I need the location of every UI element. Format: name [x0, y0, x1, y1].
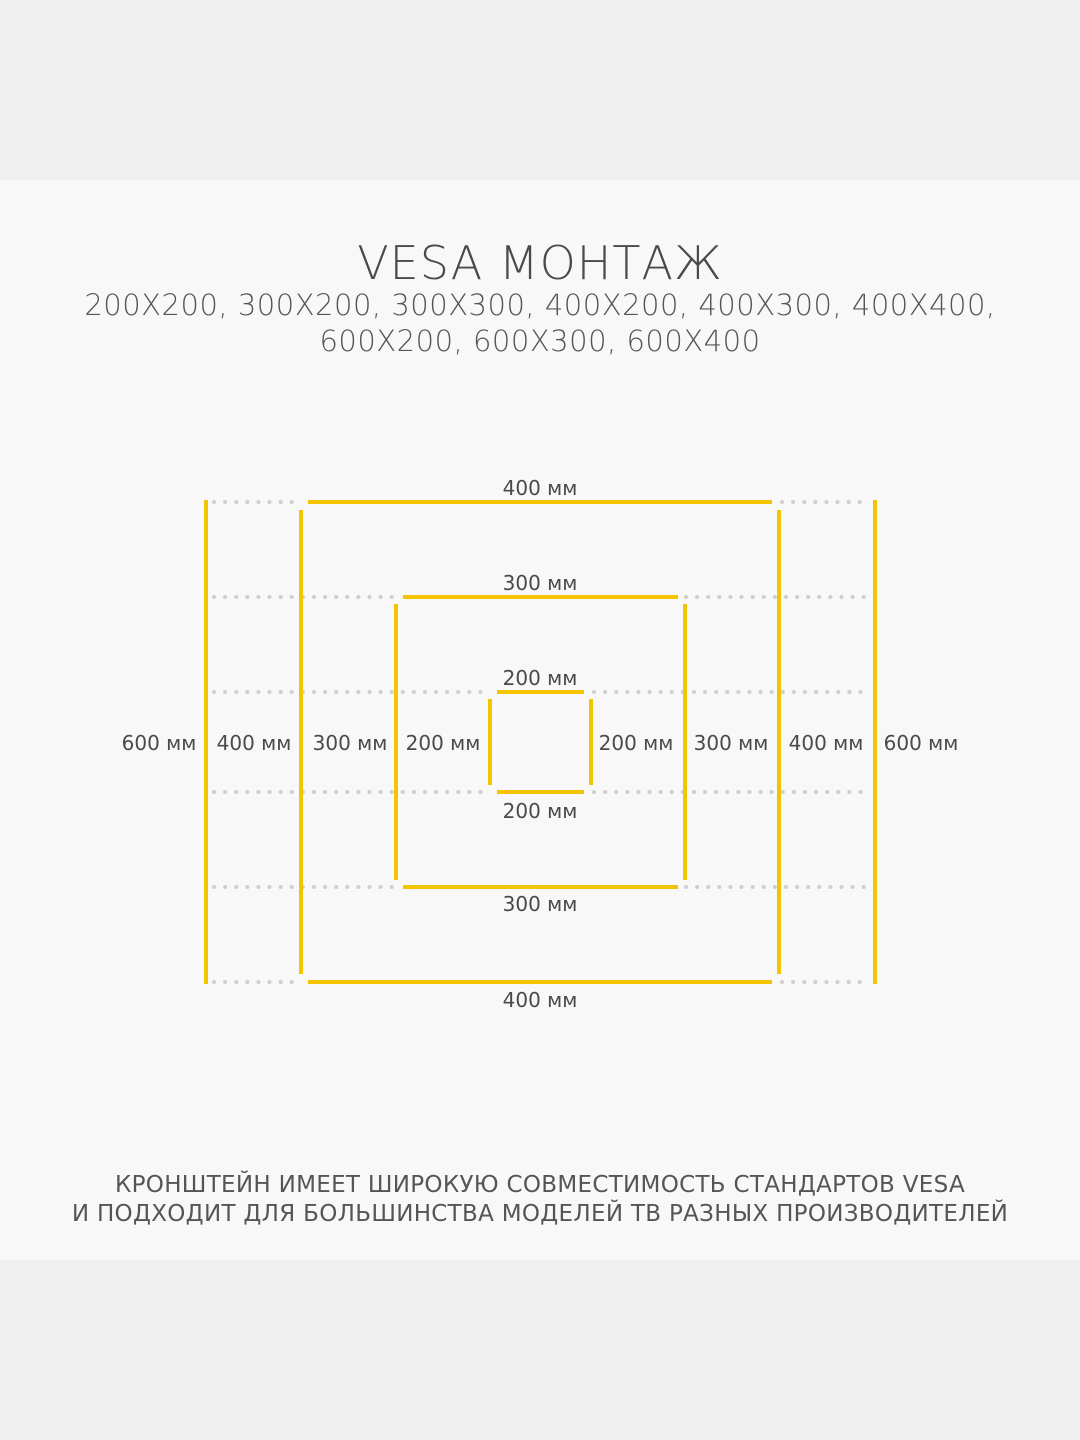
compatibility-note-line-1: КРОНШТЕЙН ИМЕЕТ ШИРОКУЮ СОВМЕСТИМОСТЬ СТАНДАРТОВ VESA	[115, 1172, 965, 1198]
label-right-400: 400 мм	[788, 731, 864, 755]
label-right-200: 200 мм	[598, 731, 674, 755]
label-right-300: 300 мм	[693, 731, 769, 755]
label-top-200: 200 мм	[502, 666, 578, 690]
label-left-600: 600 мм	[121, 731, 197, 755]
label-right-600: 600 мм	[883, 731, 959, 755]
vesa-diagram	[0, 180, 1080, 1260]
vesa-sizes-line-2: 600X200, 600X300, 600X400	[319, 324, 761, 358]
label-bottom-400: 400 мм	[502, 988, 578, 1012]
label-bottom-300: 300 мм	[502, 892, 578, 916]
label-left-400: 400 мм	[216, 731, 292, 755]
vesa-card	[0, 180, 1080, 1260]
dimension-labels	[122, 476, 959, 1012]
vesa-sizes-line-1: 200X200, 300X200, 300X300, 400X200, 400X300, 400X400,	[84, 288, 996, 322]
label-bottom-200: 200 мм	[502, 799, 578, 823]
label-left-300: 300 мм	[312, 731, 388, 755]
label-top-300: 300 мм	[502, 571, 578, 595]
page-title: VESA МОНТАЖ	[357, 236, 723, 290]
compatibility-note-line-2: И ПОДХОДИТ ДЛЯ БОЛЬШИНСТВА МОДЕЛЕЙ ТВ РАЗНЫХ ПРОИЗВОДИТЕЛЕЙ	[71, 1201, 1009, 1227]
label-left-200: 200 мм	[405, 731, 481, 755]
label-top-400: 400 мм	[502, 476, 578, 500]
